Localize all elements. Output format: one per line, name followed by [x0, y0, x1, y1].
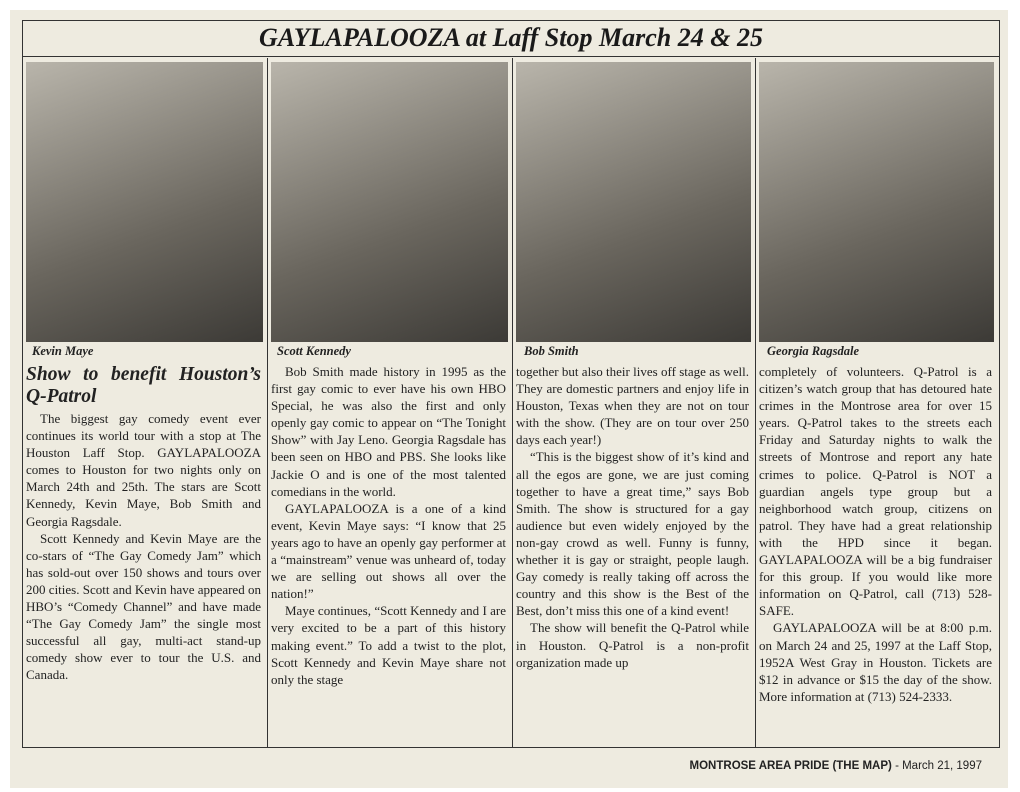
paragraph: Scott Kennedy and Kevin Maye are the co-stars of “The Gay Comedy Jam” which has sold-out over 150 shows and tours over 200 cities. Scott and Kevin have appeared on HBO’s “Comedy Channel” and have made “The Gay Comedy Jam” the single most successful all gay, multi-act stand-up comedy show ever to tour the U.S. and Canada. [26, 530, 261, 683]
paragraph: The biggest gay comedy event ever continues its world tour with a stop at The Houston Laff Stop. GAYLAPALOOZA comes to Houston for two nights only on March 24th and 25th. The stars are Scott Kennedy, Kevin Maye, Bob Smith and Georgia Ragsdale. [26, 411, 261, 529]
photo-georgia-ragsdale [759, 62, 994, 342]
publication-name: MONTROSE AREA PRIDE (THE MAP) [689, 760, 892, 772]
photo-scott-kennedy [271, 62, 508, 342]
paragraph: Maye continues, “Scott Kennedy and I are very excited to be a part of this history making event.” To add a twist to the plot, Scott Kennedy and Kevin Maye share not only the stage [271, 603, 506, 687]
column-text [759, 363, 992, 705]
article-title: GAYLAPALOOZA at Laff Stop March 24 & 25 [22, 20, 1000, 57]
paragraph: “This is the biggest show of it’s kind and all the egos are gone, we are just coming together to have a great time,” says Bob Smith. The show is structured for a gay audience but even widely enjoyed by the non-gay crowd as well. Funny is funny, whether it is gay or straight, people laugh. Gay comedy is really taking off across the country and this show is the Best of the Best, don’t miss this one of a kind event! [516, 449, 749, 619]
publication-date: - March 21, 1997 [895, 760, 982, 772]
paragraph: completely of volunteers. Q-Patrol is a citizen’s watch group that has detoured hate crimes in the Montrose area for over 15 years. Q-Patrol takes to the streets each Friday and Saturday nights to walk the streets of Montrose and report any hate crimes to police. Q-Patrol is NOT a guardian angels type group but a neighborhood watch group, citizens on patrol. They have had a great relationship with the HPD since it began. GAYLAPALOOZA will be a big fundraiser for this group. If you would like more information on Q-Patrol, call (713) 528-SAFE. [759, 364, 992, 619]
photo-caption: Kevin Maye [32, 344, 94, 358]
photo-caption: Scott Kennedy [277, 344, 351, 358]
column-3 [512, 58, 755, 748]
paragraph: GAYLAPALOOZA will be at 8:00 p.m. on March 24 and 25, 1997 at the Laff Stop, 1952A West Gray in Houston. Tickets are $12 in advance or $15 the day of the show. More information at (713) 524-2333. [759, 620, 992, 704]
column-text [271, 363, 506, 688]
photo-bob-smith [516, 62, 751, 342]
paragraph: together but also their lives off stage as well. They are domestic partners and enjoy life in Houston, Texas when they are not on tour with the show. (They are on tour over 250 days each year!) [516, 364, 749, 448]
photo-kevin-maye [26, 62, 263, 342]
photo-caption: Bob Smith [524, 344, 579, 358]
column-4 [755, 58, 998, 748]
publication-footer [690, 760, 982, 772]
column-text [26, 360, 261, 684]
column-text [516, 363, 749, 671]
paragraph: The show will benefit the Q-Patrol while in Houston. Q-Patrol is a non-profit organization made up [516, 620, 749, 670]
photo-caption: Georgia Ragsdale [767, 344, 860, 358]
article-headline: Show to benefit Houston’s Q-Patrol [26, 364, 261, 407]
paragraph: GAYLAPALOOZA is a one of a kind event, Kevin Maye says: “I know that 25 years ago to have an openly gay performer at a “mainstream” venue was unheard of, today we are selling out shows all over the nation!” [271, 500, 506, 602]
column-1 [22, 58, 267, 748]
paragraph: Bob Smith made history in 1995 as the first gay comic to ever have his own HBO Special, he was also the first and only openly gay comic to appear on “The Tonight Show” with Jay Leno. Georgia Ragsdale has been seen on HBO and PBS. She looks like Jackie O and is one of the most talented comedians in the world. [271, 364, 506, 499]
column-2 [267, 58, 512, 748]
